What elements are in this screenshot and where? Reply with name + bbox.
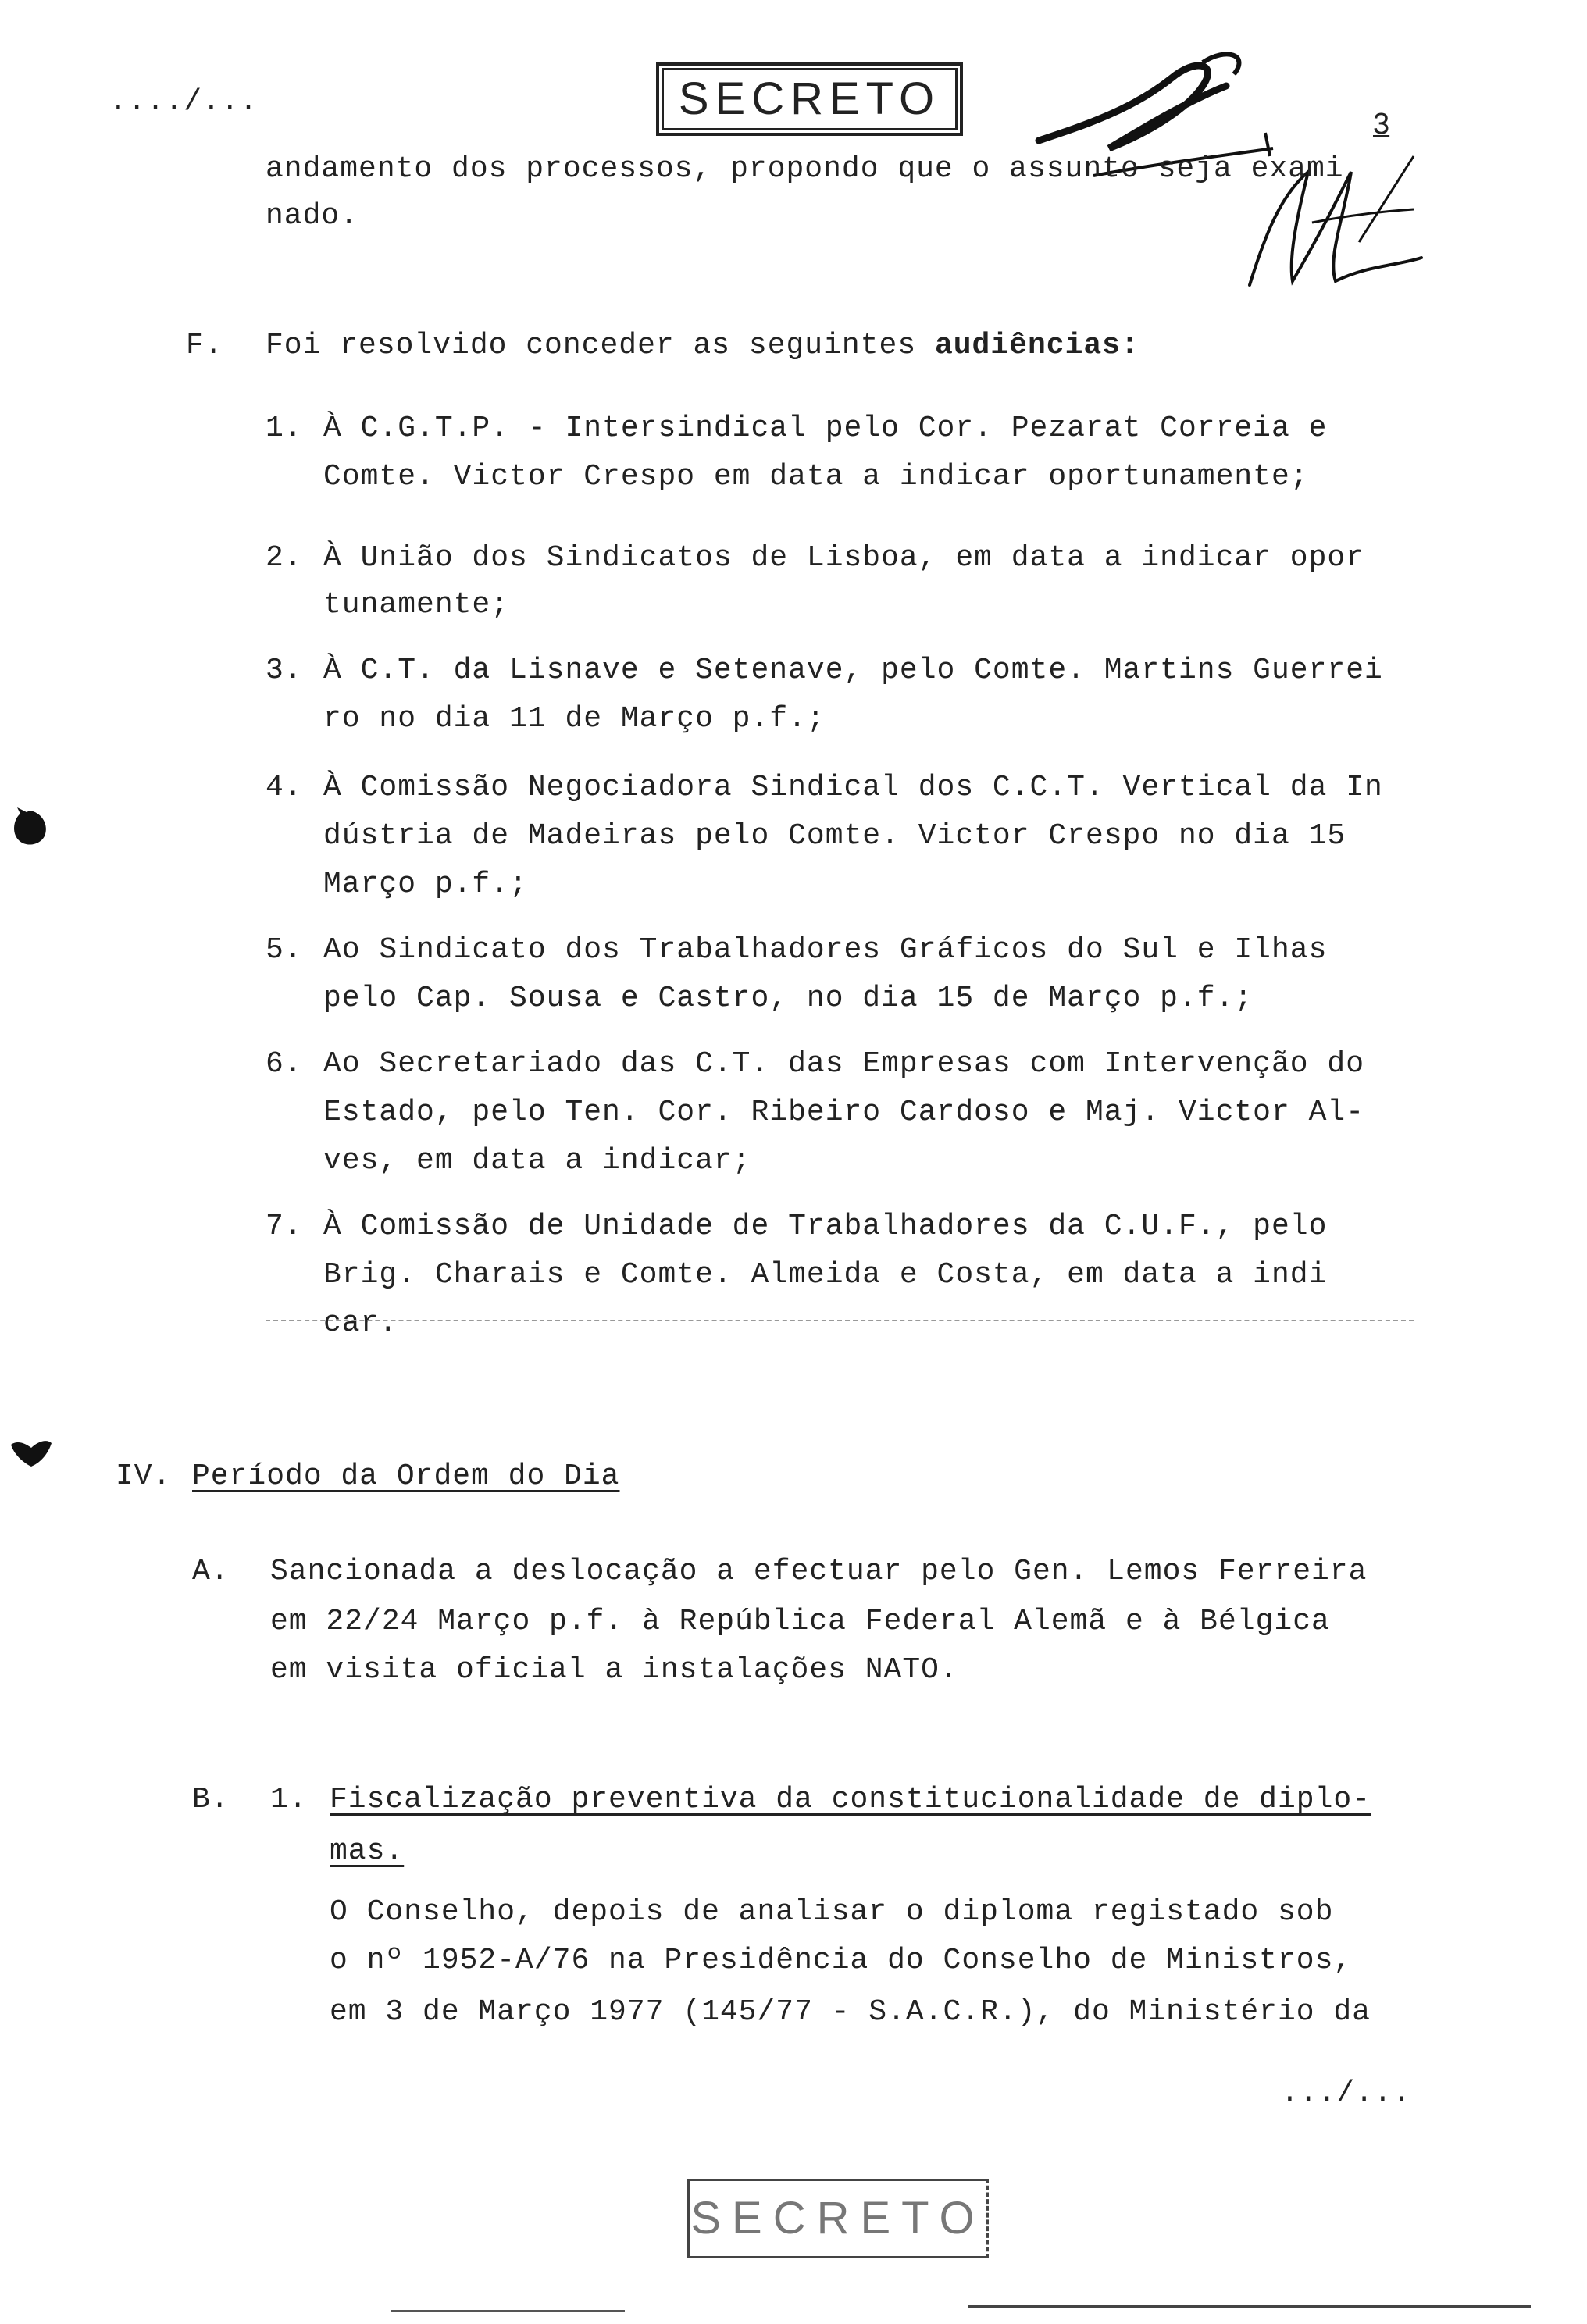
item-4-number: 4. <box>266 771 303 804</box>
section-f-heading <box>266 320 1139 372</box>
item-2-line-2: tunamente; <box>323 588 510 622</box>
item-b-marker: B. <box>192 1783 230 1816</box>
item-7-line-2: Brig. Charais e Comte. Almeida e Costa, em data a indi <box>323 1258 1328 1292</box>
item-6-number: 6. <box>266 1047 303 1081</box>
item-1-line-2: Comte. Victor Crespo em data a indicar oportunamente; <box>323 460 1309 494</box>
item-7-line-3: car. <box>323 1306 398 1340</box>
section-f-heading-text: Foi resolvido conceder as seguintes <box>266 329 935 362</box>
item-a-line-2: em 22/24 Março p.f. à República Federal Alemã e à Bélgica <box>270 1605 1330 1638</box>
bottom-edge-line <box>391 2310 625 2312</box>
bottom-edge-line <box>968 2305 1531 2308</box>
item-b-sub-number: 1. <box>270 1783 308 1816</box>
section-f-marker: F. <box>186 329 223 362</box>
secreto-stamp-bottom: SECRETO <box>687 2179 989 2258</box>
item-6-line-3: ves, em data a indicar; <box>323 1144 751 1178</box>
item-1-number: 1. <box>266 412 303 445</box>
dashed-rule <box>266 1320 1414 1321</box>
ink-blot-icon <box>8 1435 55 1474</box>
item-2-line-1: À União dos Sindicatos de Lisboa, em data a indicar opor <box>323 541 1365 575</box>
ink-blot-icon <box>6 804 53 851</box>
item-a-line-1: Sancionada a deslocação a efectuar pelo Gen. Lemos Ferreira <box>270 1555 1368 1588</box>
item-b-title-line-1: Fiscalização preventiva da constitucionalidade de diplo- <box>330 1783 1371 1816</box>
intro-line-2: nado. <box>266 199 359 233</box>
item-4-line-3: Março p.f.; <box>323 868 528 901</box>
item-a-line-3: em visita oficial a instalações NATO. <box>270 1653 958 1687</box>
item-6-line-2: Estado, pelo Ten. Cor. Ribeiro Cardoso e Maj. Victor Al- <box>323 1096 1365 1129</box>
item-5-line-2: pelo Cap. Sousa e Castro, no dia 15 de Março p.f.; <box>323 982 1254 1015</box>
item-5-line-1: Ao Sindicato dos Trabalhadores Gráficos do Sul e Ilhas <box>323 933 1328 967</box>
section-f-heading-bold: audiências: <box>934 329 1139 362</box>
item-3-line-1: À C.T. da Lisnave e Setenave, pelo Comte. Martins Guerrei <box>323 654 1383 687</box>
continuation-mark-bottom: .../... <box>1281 2076 1411 2110</box>
item-b-title-line-2: mas. <box>330 1834 405 1868</box>
item-5-number: 5. <box>266 933 303 967</box>
item-3-line-2: ro no dia 11 de Março p.f.; <box>323 702 826 736</box>
item-b-body-line-1: O Conselho, depois de analisar o diploma registado sob <box>330 1895 1334 1929</box>
item-2-number: 2. <box>266 541 303 575</box>
item-b-body-line-3: em 3 de Março 1977 (145/77 - S.A.C.R.), do Ministério da <box>330 1995 1371 2029</box>
item-7-number: 7. <box>266 1210 303 1243</box>
section-iv-marker: IV. <box>116 1460 172 1493</box>
item-4-line-1: À Comissão Negociadora Sindical dos C.C.T. Vertical da In <box>323 771 1383 804</box>
item-a-marker: A. <box>192 1555 230 1588</box>
item-b-body-line-2: o nº 1952-A/76 na Presidência do Conselho de Ministros, <box>330 1944 1353 1977</box>
secreto-stamp-top: SECRETO <box>656 62 963 136</box>
item-3-number: 3. <box>266 654 303 687</box>
continuation-mark-top: ..../... <box>109 85 259 119</box>
item-1-line-1: À C.G.T.P. - Intersindical pelo Cor. Pezarat Correia e <box>323 412 1328 445</box>
item-7-line-1: À Comissão de Unidade de Trabalhadores da C.U.F., pelo <box>323 1210 1328 1243</box>
section-iv-title: Período da Ordem do Dia <box>192 1460 620 1493</box>
page-number: 3 <box>1373 108 1390 141</box>
intro-line-1: andamento dos processos, propondo que o assunto seja exami <box>266 152 1344 186</box>
item-6-line-1: Ao Secretariado das C.T. das Empresas com Intervenção do <box>323 1047 1365 1081</box>
item-4-line-2: dústria de Madeiras pelo Comte. Victor Crespo no dia 15 <box>323 819 1346 853</box>
